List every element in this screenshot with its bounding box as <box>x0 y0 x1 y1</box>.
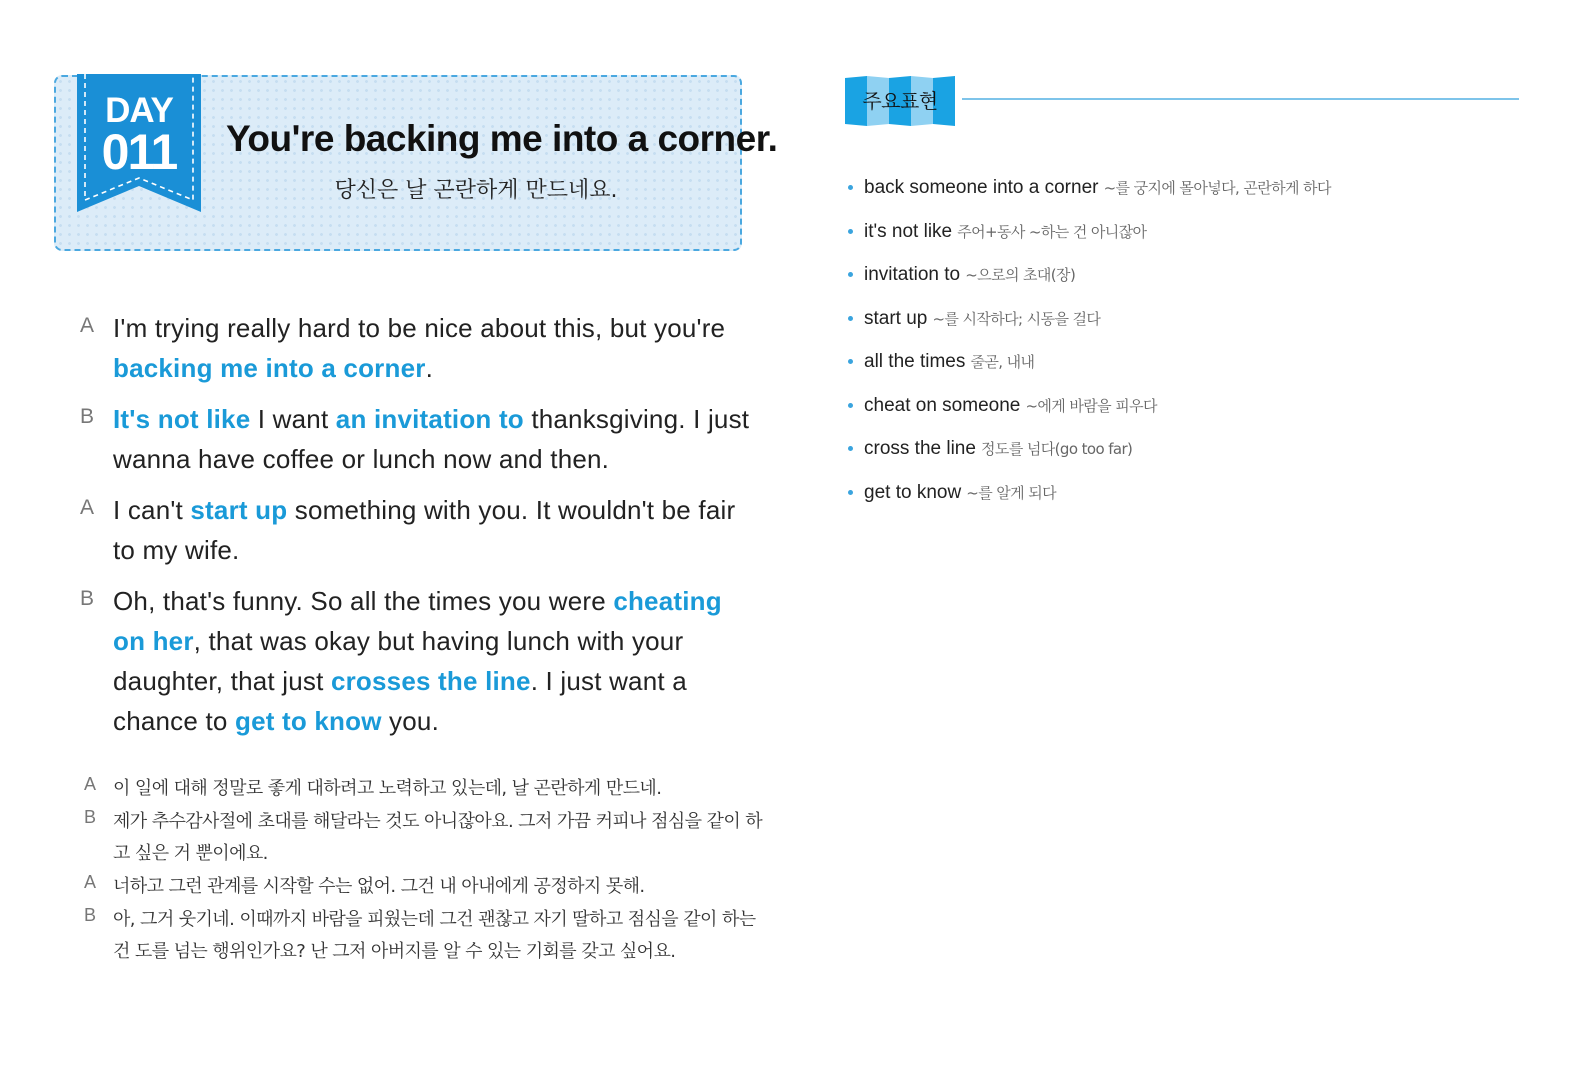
dialog-line <box>80 308 760 388</box>
expression-korean: 줄곧, 내내 <box>970 353 1035 371</box>
key-phrase: cheating on her <box>113 586 722 656</box>
bullet-icon <box>848 316 853 321</box>
dialog-segment: I'm trying really hard to be nice about this, but you're <box>113 313 726 343</box>
bullet-icon <box>848 185 853 190</box>
key-phrase: get to know <box>234 706 382 736</box>
key-phrase: backing me into a corner <box>113 353 426 383</box>
key-phrase: start up <box>190 495 288 525</box>
speaker-label: B <box>80 587 95 610</box>
key-expression-item <box>848 172 1548 216</box>
expression-korean: 정도를 넘다(go too far) <box>981 440 1133 458</box>
speaker-label: A <box>80 496 95 519</box>
bullet-icon <box>848 403 853 408</box>
expression-korean: ~를 알게 되다 <box>966 483 1057 502</box>
key-expression-item <box>848 216 1548 260</box>
translation-text: 너하고 그런 관계를 시작할 수는 없어. 그건 내 아내에게 공정하지 못해. <box>113 876 645 897</box>
speaker-label: B <box>84 905 97 925</box>
bullet-icon <box>848 446 853 451</box>
dialog-segment: something with you. It wouldn't be fair to my wife. <box>113 495 736 565</box>
bullet-icon <box>848 272 853 277</box>
key-expressions-label: 주요표현 <box>862 89 938 113</box>
lesson-subtitle: 당신은 날 곤란하게 만드네요. <box>334 178 618 203</box>
dialog-segment: I can't <box>113 495 191 525</box>
day-number: 011 <box>101 124 177 180</box>
key-phrase: an invitation to <box>335 404 524 434</box>
translation-text: 제가 추수감사절에 초대를 해달라는 것도 아니잖아요. 그저 가끔 커피나 점심을 같이 하고 싶은 거 뿐이에요. <box>113 811 763 864</box>
expression-english: start up <box>864 307 928 329</box>
key-phrase: It's not like <box>113 404 251 434</box>
dialog-segment: I want <box>250 404 336 434</box>
translation-line <box>84 904 764 968</box>
expression-english: all the times <box>864 351 966 372</box>
translation-text: 이 일에 대해 정말로 좋게 대하려고 노력하고 있는데, 날 곤란하게 만드네. <box>113 778 662 799</box>
translation-text: 아, 그거 웃기네. 이때까지 바람을 피웠는데 그건 괜찮고 자기 딸하고 점심을 같이 하는 건 도를 넘는 행위인가요? 난 그저 아버지를 알 수 있는 기회를 갖고 싶어요. <box>113 909 756 962</box>
day-label: DAY <box>105 91 173 130</box>
dialog <box>80 308 760 752</box>
dialog-segment: you. <box>381 706 439 736</box>
dialog-line <box>80 581 760 741</box>
expression-korean: 주어+동사 ~하는 건 아니잖아 <box>957 222 1147 241</box>
expression-english: cross the line <box>864 438 976 459</box>
expression-english: invitation to <box>864 264 961 285</box>
dialog-segment: . <box>425 353 433 383</box>
translation-line <box>84 806 764 870</box>
dialog-text <box>113 581 760 741</box>
expression-korean: ~를 궁지에 몰아넣다, 곤란하게 하다 <box>1103 179 1331 197</box>
key-expression-item <box>848 303 1548 347</box>
dialog-segment: , that was okay but having lunch with your daughter, that just <box>113 626 684 696</box>
key-phrase: crosses the line <box>330 666 531 696</box>
dialog-text <box>113 490 760 570</box>
translation-line <box>84 871 764 903</box>
key-expression-item <box>848 477 1548 521</box>
speaker-label: A <box>84 872 97 892</box>
speaker-label: A <box>84 774 97 794</box>
expression-korean: ~를 시작하다; 시동을 걸다 <box>932 309 1101 328</box>
translations <box>84 773 764 969</box>
expression-korean: ~에게 바람을 피우다 <box>1025 396 1157 415</box>
key-expression-item <box>848 390 1548 434</box>
dialog-segment: Oh, that's funny. So all the times you were <box>113 586 614 616</box>
dialog-line <box>80 399 760 479</box>
key-expression-item <box>848 433 1548 477</box>
expression-english: it's not like <box>864 220 953 242</box>
dialog-segment: thanksgiving. I just wanna have coffee or lunch now and then. <box>113 404 750 474</box>
key-expressions-list <box>848 172 1548 520</box>
bullet-icon <box>848 490 853 495</box>
lesson-title: You're backing me into a corner. <box>226 118 778 159</box>
dialog-segment: . I just want a chance to <box>113 666 687 736</box>
expression-korean: ~으로의 초대(장) <box>965 266 1076 284</box>
dialog-line <box>80 490 760 570</box>
translation-line <box>84 773 764 805</box>
dialog-text <box>113 308 760 388</box>
speaker-label: B <box>80 405 95 428</box>
key-expression-item <box>848 259 1548 303</box>
expression-english: back someone into a corner <box>864 177 1099 198</box>
bullet-icon <box>848 359 853 364</box>
speaker-label: B <box>84 807 97 827</box>
dialog-text <box>113 399 760 479</box>
divider <box>962 98 1519 100</box>
key-expression-item <box>848 346 1548 390</box>
bullet-icon <box>848 229 853 234</box>
expression-english: get to know <box>864 481 962 503</box>
expression-english: cheat on someone <box>864 394 1021 416</box>
speaker-label: A <box>80 314 95 337</box>
